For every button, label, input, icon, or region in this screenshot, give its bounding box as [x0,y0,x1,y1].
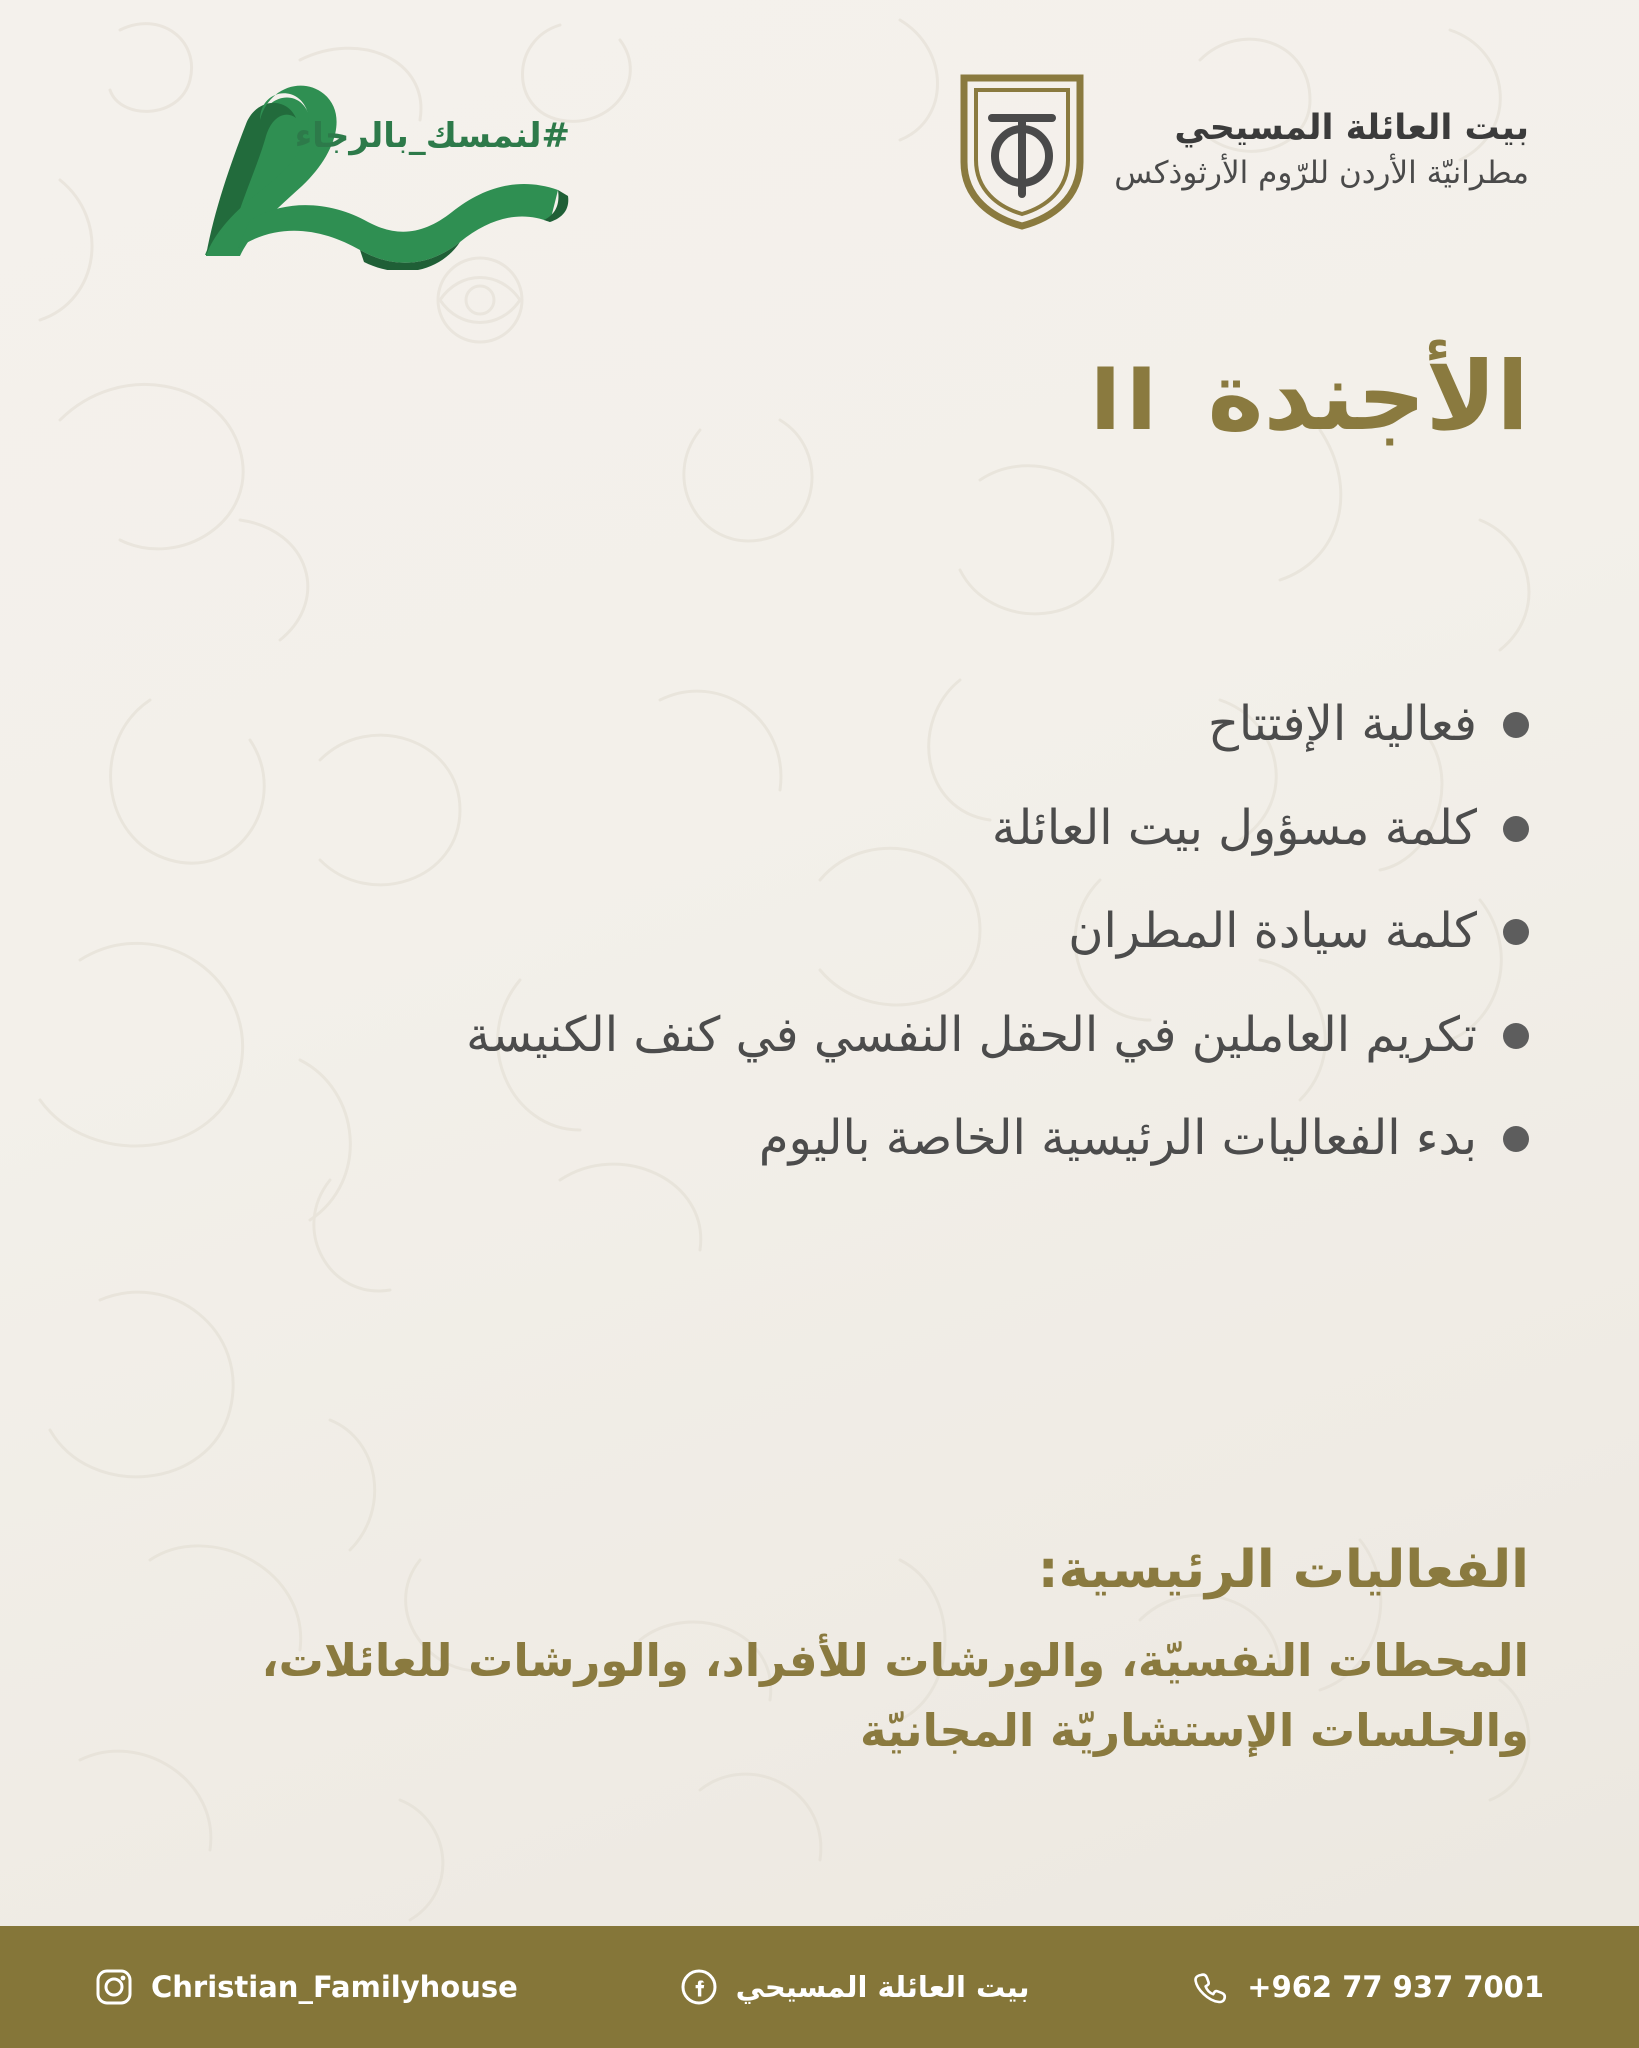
organization-name: بيت العائلة المسيحي [1174,107,1529,148]
agenda-item-label: تكريم العاملين في الحقل النفسي في كنف الكنيسة [466,1006,1477,1063]
list-item [150,690,1529,760]
footer-facebook[interactable] [680,1968,1030,2006]
facebook-icon[interactable] [680,1968,718,2006]
bullet-icon [1503,816,1529,842]
organization-text [1114,105,1529,196]
list-item [150,1001,1529,1071]
footer-bar [0,1926,1639,2048]
bullet-icon [1503,712,1529,738]
bullet-icon [1503,919,1529,945]
organization-block [956,70,1529,230]
hashtag-text: #لنمسك_بالرجاء [294,116,570,156]
agenda-item-label: بدء الفعاليات الرئيسية الخاصة باليوم [758,1110,1477,1167]
list-item [150,794,1529,864]
main-activities-section [150,1540,1529,1766]
organization-subtitle: مطرانيّة الأردن للرّوم الأرثوذكس [1114,154,1529,191]
agenda-item-label: كلمة سيادة المطران [1068,903,1477,960]
bullet-icon [1503,1126,1529,1152]
instagram-handle[interactable]: Christian_Familyhouse [151,1970,518,2004]
main-activities-body: المحطات النفسيّة، والورشات للأفراد، والورشات للعائلات، والجلسات الإستشاريّة المجانيّة [261,1634,1529,1757]
ribbon-block [110,80,580,270]
agenda-item-label: فعالية الإفتتاح [1207,696,1477,752]
instagram-icon[interactable] [95,1968,133,2006]
footer-instagram[interactable] [95,1968,518,2006]
main-activities-title: الفعاليات الرئيسية: [1037,1540,1529,1600]
footer-phone[interactable] [1191,1968,1544,2006]
agenda-list [150,690,1529,1208]
phone-number[interactable]: +962 77 937 7001 [1247,1970,1544,2004]
phone-icon[interactable] [1191,1968,1229,2006]
green-awareness-ribbon-icon [110,80,580,270]
list-item [150,1104,1529,1174]
poster-header [0,60,1639,280]
agenda-item-label: كلمة مسؤول بيت العائلة [991,799,1477,856]
orthodox-shield-logo-icon [956,70,1088,230]
page-title-number: II [1089,350,1162,450]
page-title-row [110,342,1529,452]
facebook-page-name[interactable]: بيت العائلة المسيحي [735,1970,1030,2004]
bullet-icon [1503,1023,1529,1049]
list-item [150,897,1529,967]
page-title: الأجندة [1207,342,1529,452]
